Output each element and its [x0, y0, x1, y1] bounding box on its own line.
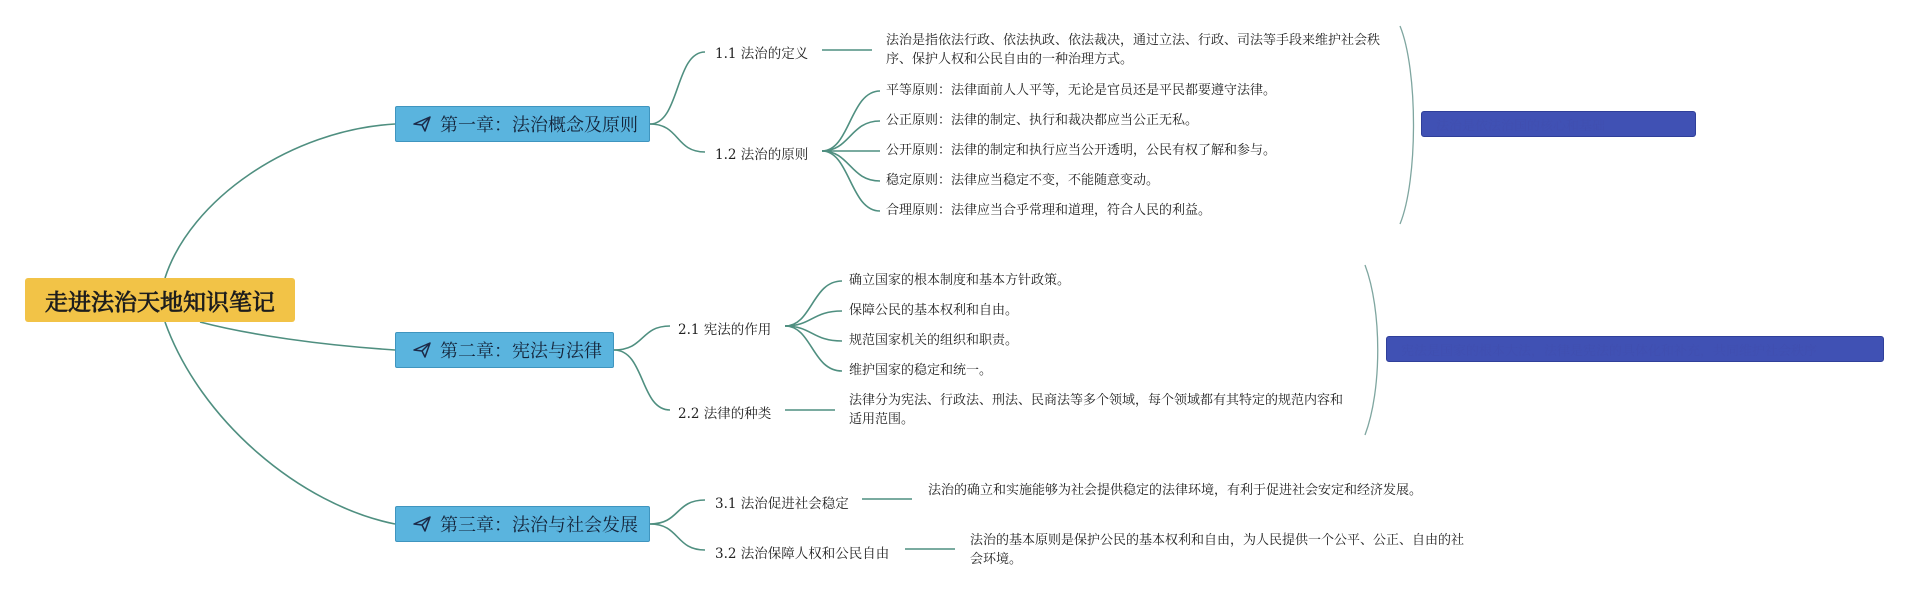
- link-2-1-leaf-4: [785, 326, 842, 371]
- chapter-title: 第二章：宪法与法律: [440, 341, 602, 362]
- section-1-2[interactable]: 1.2 法治的原则: [715, 147, 809, 163]
- summary-node-2[interactable]: [1386, 336, 1884, 362]
- section-1-1[interactable]: 1.1 法治的定义: [715, 46, 809, 62]
- link-ch3-3-1: [650, 500, 705, 524]
- section-2-2[interactable]: 2.2 法律的种类: [678, 406, 772, 422]
- root-title: 走进法治天地知识笔记: [45, 289, 275, 316]
- link-root-ch2: [200, 322, 395, 350]
- leaf-2-1-1: 确立国家的根本制度和基本方针政策。: [849, 273, 1071, 288]
- link-1-2-leaf-1: [822, 91, 880, 151]
- link-ch3-3-2: [650, 524, 705, 550]
- section-3-2[interactable]: 3.2 法治保障人权和公民自由: [715, 546, 890, 562]
- paper-plane-icon: [412, 514, 432, 534]
- chapter-node-3[interactable]: [395, 506, 650, 542]
- summary-text: 法治是依法治国的核心和基础: [1436, 118, 1606, 134]
- leaf-1-2-2: 公正原则：法律的制定、执行和裁决都应当公正无私。: [886, 113, 1199, 128]
- link-ch2-2-1: [614, 326, 670, 350]
- leaf-1-2-4: 稳定原则：法律应当稳定不变，不能随意变动。: [886, 173, 1160, 188]
- section-2-1[interactable]: 2.1 宪法的作用: [678, 322, 772, 338]
- link-1-2-leaf-2: [822, 121, 880, 151]
- leaf-3-2-1: 法治的基本原则是保护公民的基本权利和自由，为人民提供一个公平、公正、自由的社会环境。: [970, 533, 1465, 567]
- leaf-2-1-3: 规范国家机关的组织和职责。: [849, 333, 1019, 348]
- leaf-1-2-1: 平等原则：法律面前人人平等，无论是官员还是平民都要遵守法律。: [886, 83, 1277, 98]
- link-2-1-leaf-1: [785, 281, 842, 326]
- link-ch2-2-2: [614, 350, 670, 410]
- summary-bracket-ch2: [1365, 265, 1378, 435]
- link-ch1-1-1: [650, 52, 705, 124]
- paper-plane-icon: [412, 114, 432, 134]
- chapter-node-1[interactable]: [395, 106, 650, 142]
- leaf-1-1-1: 法治是指依法行政、依法执政、依法裁决，通过立法、行政、司法等手段来维护社会秩序、保护人权和公民自由的一种治理方式。: [886, 33, 1381, 67]
- leaf-2-1-2: 保障公民的基本权利和自由。: [849, 303, 1019, 318]
- leaf-1-2-3: 公开原则：法律的制定和执行应当公开透明，公民有权了解和参与。: [886, 143, 1277, 158]
- link-1-2-leaf-4: [822, 151, 880, 181]
- summary-text: 宪法是国家的根本大法，法律是宪法的具体化和补充，共同维护社会秩序: [1401, 343, 1818, 359]
- section-3-1[interactable]: 3.1 法治促进社会稳定: [715, 496, 849, 512]
- link-root-ch1: [165, 124, 395, 278]
- link-1-2-leaf-5: [822, 151, 880, 211]
- leaf-3-1-1: 法治的确立和实施能够为社会提供稳定的法律环境，有利于促进社会安定和经济发展。: [928, 483, 1423, 498]
- paper-plane-icon: [412, 340, 432, 360]
- chapter-title: 第三章：法治与社会发展: [440, 515, 638, 536]
- link-ch1-1-2: [650, 124, 705, 152]
- summary-node-1[interactable]: [1421, 111, 1696, 137]
- chapter-node-2[interactable]: [395, 332, 614, 368]
- chapter-title: 第一章：法治概念及原则: [440, 115, 638, 136]
- link-root-ch3: [165, 322, 395, 524]
- root-node[interactable]: [25, 278, 295, 322]
- summary-bracket-ch1: [1400, 26, 1414, 224]
- leaf-2-1-4: 维护国家的稳定和统一。: [849, 363, 993, 378]
- leaf-1-2-5: 合理原则：法律应当合乎常理和道理，符合人民的利益。: [886, 203, 1212, 218]
- leaf-2-2-1: 法律分为宪法、行政法、刑法、民商法等多个领域，每个领域都有其特定的规范内容和适用范围。: [849, 393, 1344, 427]
